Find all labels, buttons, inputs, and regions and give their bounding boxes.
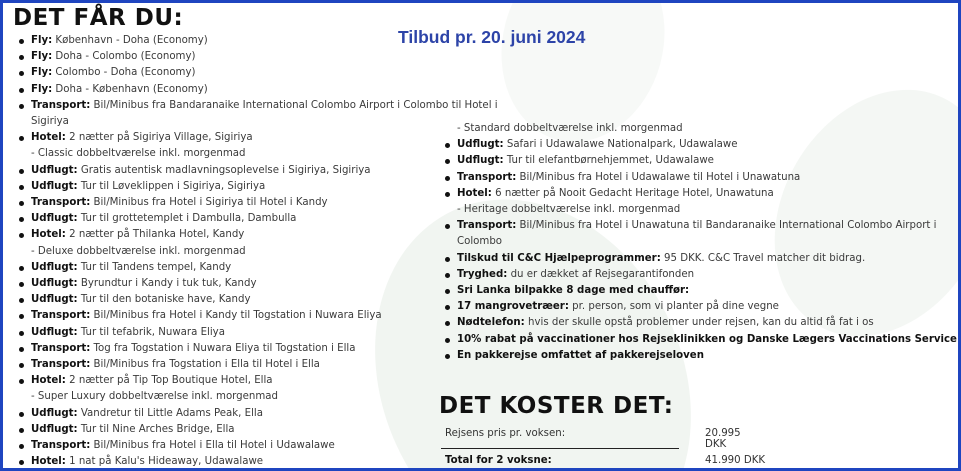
list-item-text: Doha - Colombo (Economy) <box>52 51 196 63</box>
bullet-icon <box>445 176 450 181</box>
list-item <box>443 348 958 364</box>
price-total-value: 41.990 DKK <box>705 455 766 466</box>
list-item-label: Hotel: <box>31 375 66 387</box>
list-item <box>443 170 958 186</box>
bullet-icon <box>445 192 450 197</box>
list-item <box>443 299 958 315</box>
bullet-icon <box>19 379 24 384</box>
price-table <box>441 424 791 471</box>
list-item-text: Bil/Minibus fra Bandaranaike International Colombo Airport i Colombo til Hotel i <box>90 99 498 111</box>
price-total-label: Total for 2 voksne: <box>445 455 552 466</box>
list-item-label: Fly: <box>31 83 53 95</box>
bullet-icon <box>19 347 24 352</box>
list-item <box>443 137 958 153</box>
list-item-label: Sri Lanka bilpakke 8 dage med chauffør: <box>457 285 690 297</box>
price-per-adult-row <box>441 424 741 450</box>
bullet-icon <box>445 257 450 262</box>
bullet-icon <box>19 185 24 190</box>
list-item-label: En pakkerejse omfattet af pakkerejseloven <box>457 349 704 361</box>
list-item-continuation: Sigiriya <box>31 116 69 128</box>
list-item-label: Tilskud til C&C Hjælpeprogrammer: <box>457 252 661 264</box>
list-item-text: Tur til Løveklippen i Sigiriya, Sigiriya <box>77 180 266 192</box>
bullet-icon <box>19 412 24 417</box>
list-item-label: Nødtelefon: <box>457 317 525 329</box>
bullet-icon <box>19 169 24 174</box>
list-item-label: Udflugt: <box>31 407 78 419</box>
list-item-label: Fly: <box>31 51 53 63</box>
bullet-icon <box>19 282 24 287</box>
list-item-label: Transport: <box>31 440 91 452</box>
list-item-label: Transport: <box>31 359 91 371</box>
list-item-text: 95 DKK. C&C Travel matcher dit bidrag. <box>660 252 866 264</box>
list-item <box>17 49 527 65</box>
bullet-icon <box>19 363 24 368</box>
list-item-label: Transport: <box>457 171 517 183</box>
list-item-text: Bil/Minibus fra Hotel i Unawatuna til Bandaranaike International Colombo Airport i <box>516 220 937 232</box>
list-item <box>17 98 527 114</box>
bullet-icon <box>445 143 450 148</box>
list-item <box>17 82 527 98</box>
list-item-label: Transport: <box>31 99 91 111</box>
list-item-continuation: - Deluxe dobbeltværelse inkl. morgenmad <box>31 245 246 257</box>
price-total-row <box>441 449 791 471</box>
list-item-label: Fly: <box>31 35 53 46</box>
bullet-icon <box>19 460 24 465</box>
bullet-icon <box>19 104 24 109</box>
list-item-text: København - Doha (Economy) <box>52 35 208 46</box>
included-list-right <box>443 121 958 364</box>
bullet-icon <box>19 201 24 206</box>
list-item-text: Tur til elefantbørnehjemmet, Udawalawe <box>503 155 714 167</box>
list-item-continuation: - Classic dobbeltværelse inkl. morgenmad <box>31 148 246 160</box>
list-item-text: 2 nætter på Tip Top Boutique Hotel, Ella <box>65 375 273 387</box>
list-item-label: Tryghed: <box>457 268 508 280</box>
bullet-icon <box>19 444 24 449</box>
list-item-text: Tur til den botaniske have, Kandy <box>77 294 251 306</box>
list-item-text: Gratis autentisk madlavningsoplevelse i Sigiriya, Sigiriya <box>77 164 371 176</box>
bullet-icon <box>19 71 24 76</box>
bullet-icon <box>19 331 24 336</box>
list-item <box>443 218 958 234</box>
price-per-adult-label: Rejsens pris pr. voksen: <box>445 428 566 439</box>
list-item-label: Transport: <box>31 197 91 209</box>
list-item-label: Hotel: <box>31 229 66 241</box>
bullet-icon <box>19 88 24 93</box>
bullet-icon <box>445 338 450 343</box>
list-item <box>17 65 527 81</box>
list-item-text: Byrundtur i Kandy i tuk tuk, Kandy <box>77 278 257 290</box>
list-item-text: pr. person, som vi planter på dine vegne <box>568 301 779 313</box>
list-item-text: Tog fra Togstation i Nuwara Eliya til Togstation i Ella <box>90 342 356 354</box>
list-item-label: Transport: <box>457 220 517 232</box>
list-item-label: Hotel: <box>31 456 66 468</box>
bullet-icon <box>445 273 450 278</box>
price-per-adult-value: 20.995 DKK <box>705 428 741 450</box>
bullet-icon <box>19 428 24 433</box>
list-item-text: hvis der skulle opstå problemer under rejsen, kan du altid få fat i os <box>524 317 874 329</box>
bullet-icon <box>19 314 24 319</box>
list-item-text: Tur til grottetemplet i Dambulla, Dambulla <box>77 213 297 225</box>
list-item-label: Udflugt: <box>31 278 78 290</box>
list-item-label: Fly: <box>31 67 53 79</box>
list-item <box>17 373 527 389</box>
list-item-continuation: - Super Luxury dobbeltværelse inkl. morgenmad <box>31 391 279 403</box>
list-item-text: Bil/Minibus fra Togstation i Ella til Hotel i Ella <box>90 359 320 371</box>
bullet-icon <box>19 55 24 60</box>
list-item-label: Udflugt: <box>457 139 504 151</box>
list-item-label: Udflugt: <box>457 155 504 167</box>
list-item-text: Bil/Minibus fra Hotel i Sigiriya til Hotel i Kandy <box>90 197 328 209</box>
bullet-icon <box>445 321 450 326</box>
list-item-text: du er dækket af Rejsegarantifonden <box>507 268 695 280</box>
list-item <box>443 267 958 283</box>
list-item <box>443 332 958 348</box>
list-item-label: Udflugt: <box>31 423 78 435</box>
list-item-text: Doha - København (Economy) <box>52 83 208 95</box>
list-item <box>17 33 527 49</box>
list-item-text: Vandretur til Little Adams Peak, Ella <box>77 407 264 419</box>
bullet-icon <box>445 305 450 310</box>
bullet-icon <box>19 217 24 222</box>
bullet-icon <box>445 354 450 359</box>
list-item <box>443 153 958 169</box>
list-item-label: Hotel: <box>457 187 492 199</box>
list-item-text: Tur til Tandens tempel, Kandy <box>77 261 232 273</box>
list-item-text: 6 nætter på Nooit Gedacht Heritage Hotel, Unawatuna <box>491 187 774 199</box>
list-item-text: Safari i Udawalawe Nationalpark, Udawalawe <box>503 139 738 151</box>
bullet-icon <box>445 289 450 294</box>
list-item <box>443 283 958 299</box>
list-item-text: 2 nætter på Sigiriya Village, Sigiriya <box>65 132 253 144</box>
list-item-label: 17 mangrovetræer: <box>457 301 569 313</box>
list-item-text: 1 nat på Kalu's Hideaway, Udawalawe <box>65 456 264 468</box>
list-item-label: Udflugt: <box>31 261 78 273</box>
list-item-label: Udflugt: <box>31 326 78 338</box>
list-item-continuation: Colombo <box>457 236 503 248</box>
list-item-label: 10% rabat på vaccinationer hos Rejseklinikken og Danske Lægers Vaccinations Service <box>457 333 957 345</box>
list-item-text: Tur til tefabrik, Nuwara Eliya <box>77 326 225 338</box>
included-heading: DET FÅR DU: <box>13 5 184 31</box>
list-item <box>443 186 958 202</box>
price-heading: DET KOSTER DET: <box>439 393 674 419</box>
bullet-icon <box>19 266 24 271</box>
list-item-text: 2 nætter på Thilanka Hotel, Kandy <box>65 229 245 241</box>
list-item-label: Udflugt: <box>31 164 78 176</box>
list-item-text: Tur til Nine Arches Bridge, Ella <box>77 423 235 435</box>
list-item-continuation: - Standard dobbeltværelse inkl. morgenmad <box>457 123 683 134</box>
bullet-icon <box>445 224 450 229</box>
list-item-label: Udflugt: <box>31 213 78 225</box>
bullet-icon <box>19 136 24 141</box>
list-item-text: Bil/Minibus fra Hotel i Ella til Hotel i Udawalawe <box>90 440 335 452</box>
list-item <box>443 315 958 331</box>
list-item-text: Bil/Minibus fra Hotel i Udawalawe til Hotel i Unawatuna <box>516 171 801 183</box>
list-item-text: Colombo - Doha (Economy) <box>52 67 196 79</box>
bullet-icon <box>19 233 24 238</box>
bullet-icon <box>445 159 450 164</box>
list-item-label: Transport: <box>31 310 91 322</box>
list-item-label: Udflugt: <box>31 180 78 192</box>
bullet-icon <box>19 39 24 44</box>
bullet-icon <box>19 298 24 303</box>
offer-date: Tilbud pr. 20. juni 2024 <box>398 27 586 47</box>
list-item-label: Transport: <box>31 342 91 354</box>
list-item <box>443 251 958 267</box>
list-item-text: Bil/Minibus fra Hotel i Kandy til Togstation i Nuwara Eliya <box>90 310 382 322</box>
list-item-label: Udflugt: <box>31 294 78 306</box>
list-item-label: Hotel: <box>31 132 66 144</box>
list-item-continuation: - Heritage dobbeltværelse inkl. morgenmad <box>457 204 681 216</box>
